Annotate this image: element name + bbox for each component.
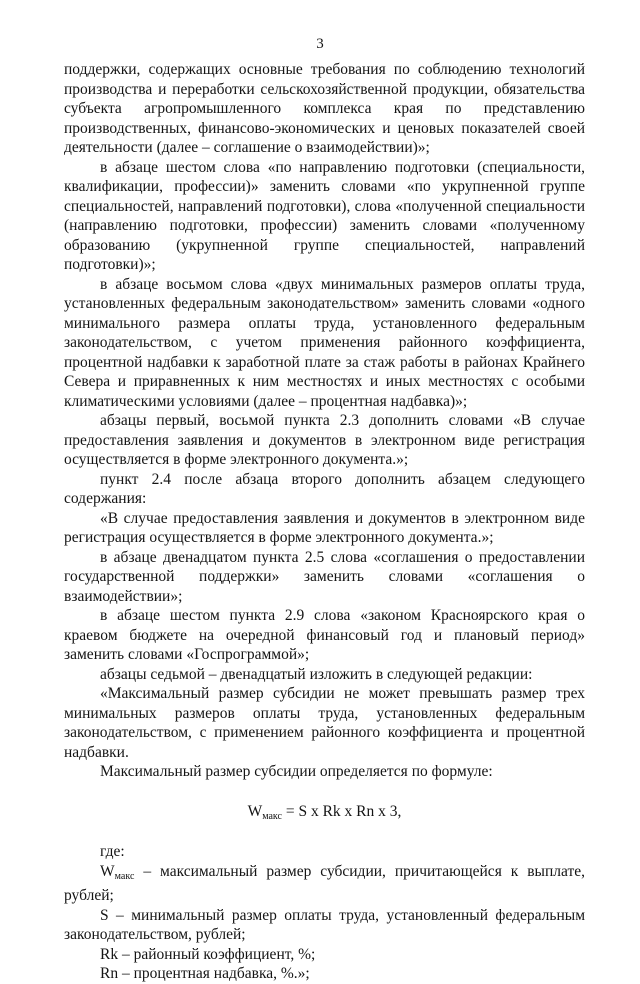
paragraph: в абзаце восьмом слова «двух минимальных размеров оплаты труда, установленных федеральным законодательством» заменить словами «одного минимального размера оплаты труда, установленного федеральным законодательством, с учетом применения районного коэффициента, процентной надбавки к заработной плате за стаж работы в районах Крайнего Севера и приравненных к ним местностях и иных местностях с особыми климатическими условиями (далее – процентная надбавка)»; (64, 275, 585, 410)
definition-wmax (64, 862, 585, 906)
paragraph: в абзаце двенадцатом пункта 2.5 слова «соглашения о предоставлении государственной поддержки» заменить словами «соглашения о взаимодействии»; (64, 548, 585, 605)
paragraph: абзацы первый, восьмой пункта 2.3 дополнить словами «В случае предоставления заявления и документов в электронном виде регистрация осуществляется в форме электронного документа.»; (64, 412, 585, 468)
paragraph: «В случае предоставления заявления и документов в электронном виде регистрация осуществляется в форме электронного документа.»; (64, 509, 585, 546)
paragraph: Максимальный размер субсидии определяется по формуле: (100, 763, 493, 780)
paragraph: «Максимальный размер субсидии не может превышать размер трех минимальных размеров оплаты труда, установленных федеральным законодательством, с применением районного коэффициента и процентной надбавки. (64, 685, 585, 761)
definition-rk: Rk – районный коэффициент, %; (100, 945, 316, 963)
wmax-symbol: W (100, 862, 115, 880)
formula-w: W (247, 802, 263, 820)
formula-subscript: макс (262, 810, 282, 822)
definition-rn: Rn – процентная надбавка, %.»; (100, 965, 310, 982)
wmax-subscript: макс (114, 870, 135, 882)
where-label: где: (100, 843, 125, 860)
paragraph: поддержки, содержащих основные требования по соблюдению технологий производства и переработки сельскохозяйственной продукции, обязательства субъекта агропромышленного комплекса края по представлению производственных, финансово-экономических и ценовых показателей своей деятельности (далее – соглашение о взаимодействии)»; (64, 61, 585, 156)
subsidy-formula (64, 802, 585, 827)
definition-s: S – минимальный размер оплаты труда, установленный федеральным законодательством, рублей; (64, 906, 585, 943)
paragraph: абзацы седьмой – двенадцатый изложить в следующей редакции: (100, 665, 533, 683)
paragraph: в абзаце шестом пункта 2.9 слова «законом Красноярского края о краевом бюджете на очередной финансовый год и плановый период» заменить словами «Госпрограммой»; (64, 607, 585, 663)
wmax-text: – максимальный размер субсидии, причитающейся к выплате, рублей; (64, 862, 585, 904)
formula-expression: = S x Rk x Rn x 3, (281, 802, 402, 820)
document-text (64, 60, 585, 984)
paragraph: в абзаце шестом слова «по направлению подготовки (специальности, квалификации, профессии)» заменить словами «по укрупненной группе специальностей, направлений подготовки), слова «полученной специальности (направлению подготовки, профессии) заменить словами «полученному образованию (укрупненной группе специальностей, направлений подготовки)»; (64, 158, 585, 273)
paragraph: пункт 2.4 после абзаца второго дополнить абзацем следующего содержания: (64, 470, 585, 507)
page-number: 3 (316, 36, 324, 52)
